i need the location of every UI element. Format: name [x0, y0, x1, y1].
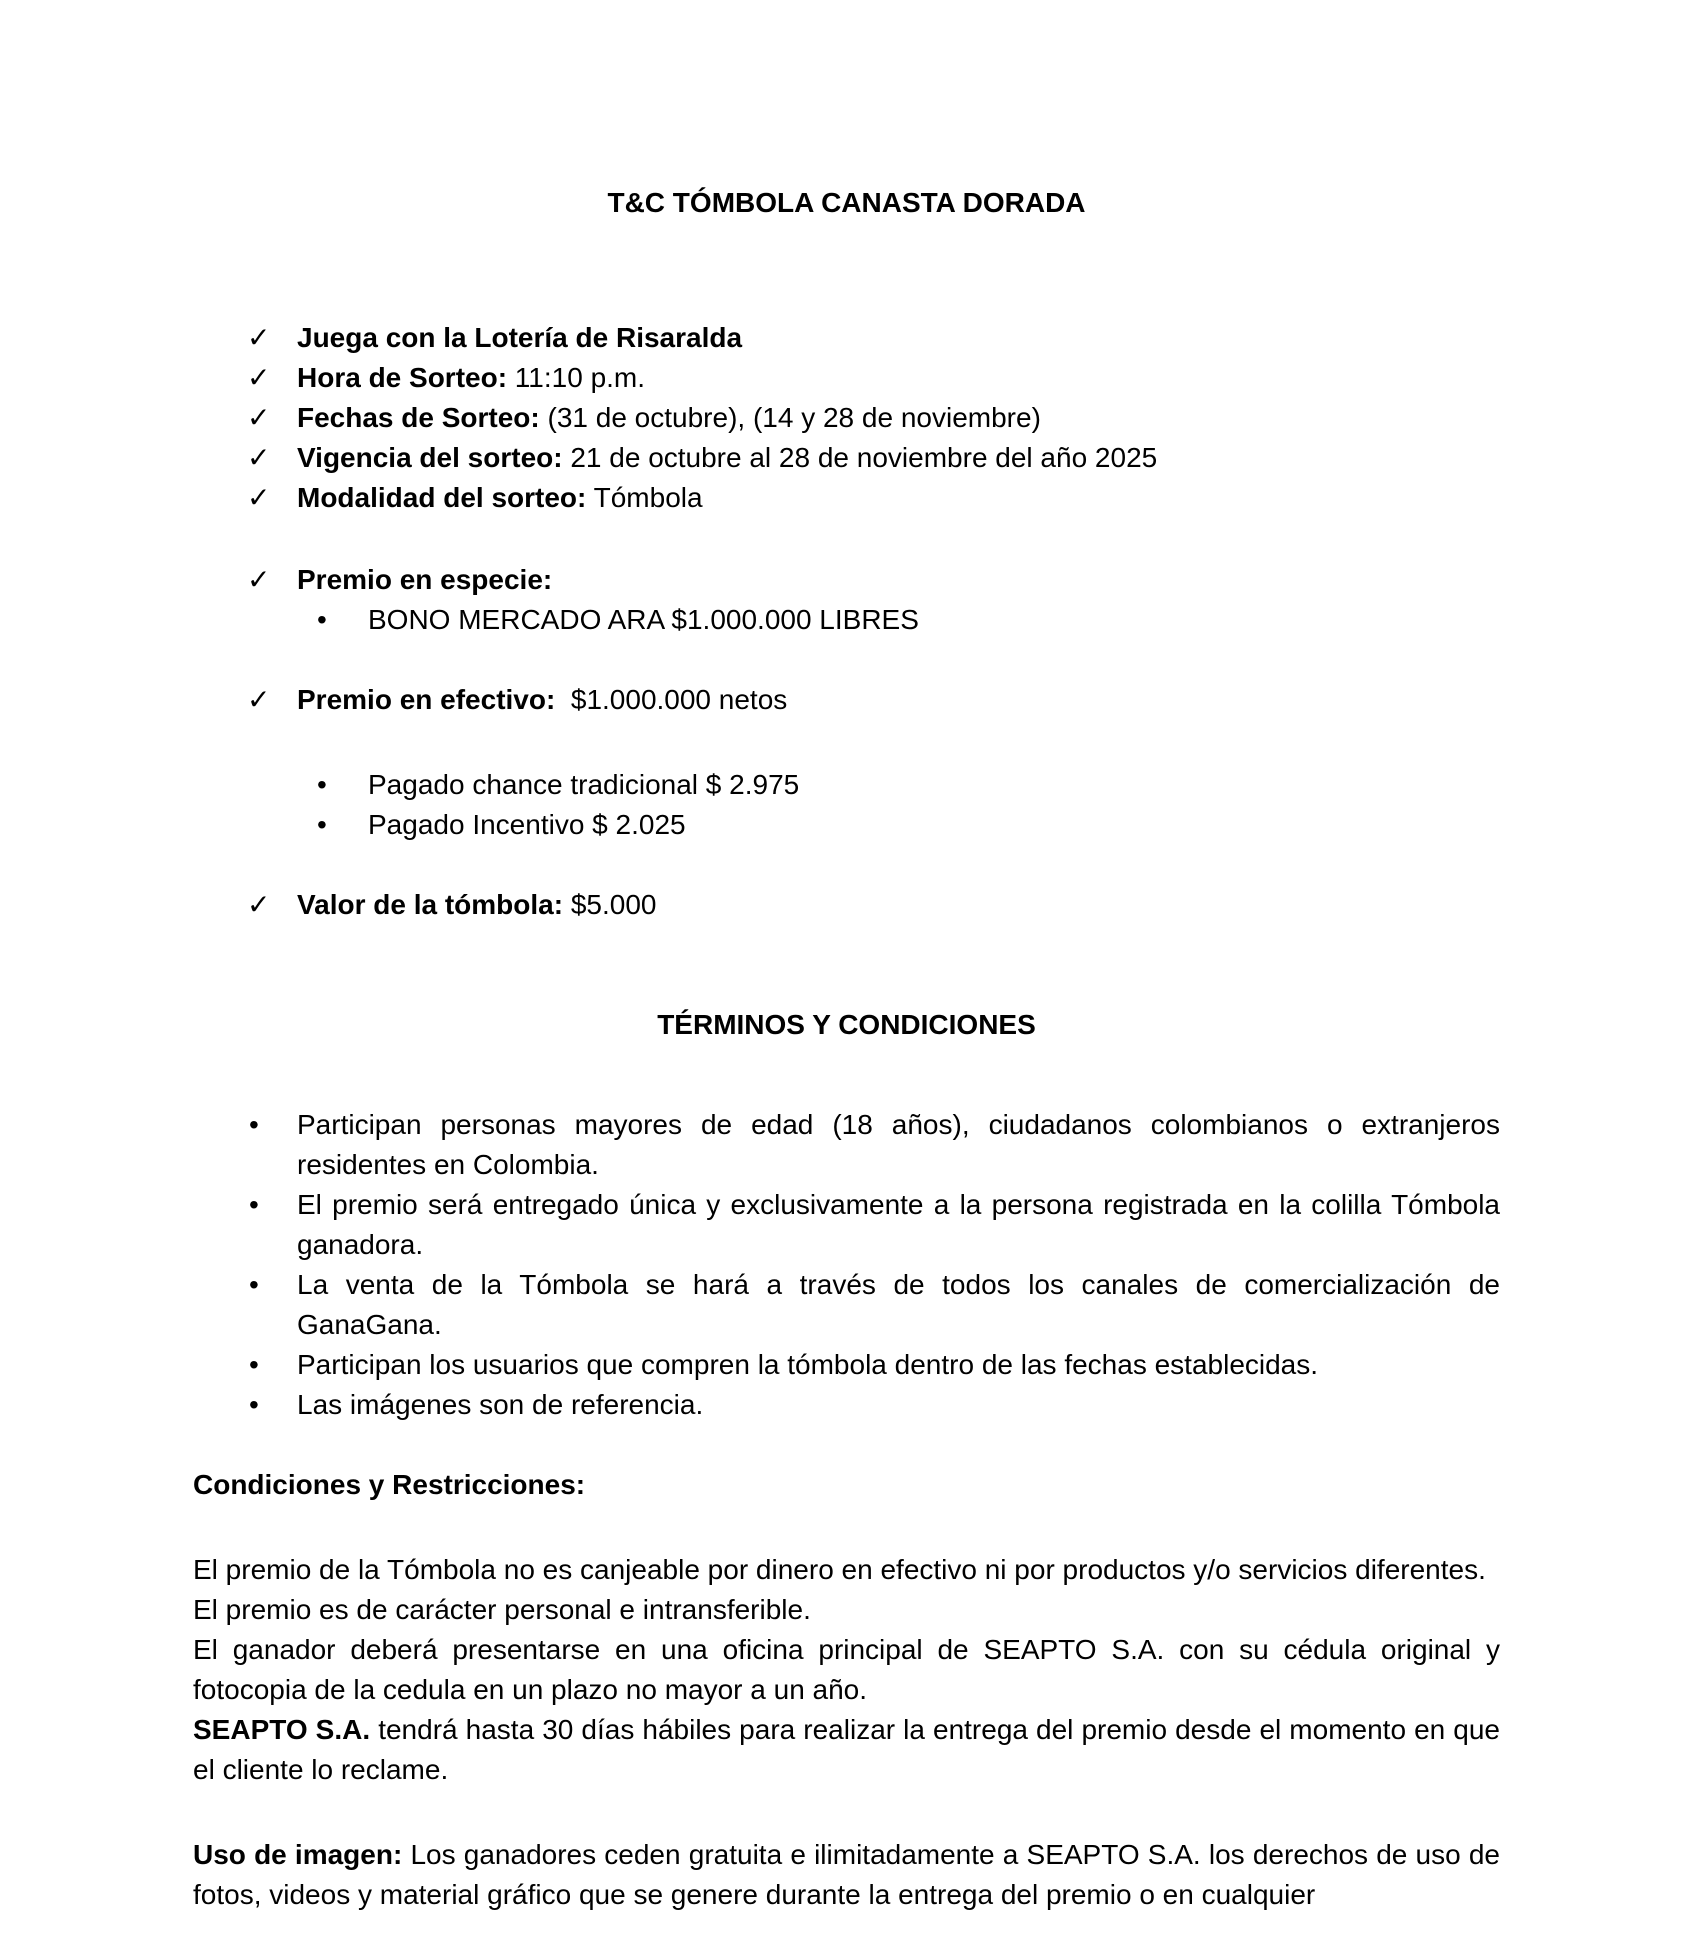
checkmark-icon: ✓ [247, 889, 271, 920]
paragraph-canjeable [193, 1550, 1500, 1590]
checkmark-icon: ✓ [247, 564, 271, 595]
term-item-usuarios [193, 1345, 1500, 1385]
paragraph-seapto [193, 1710, 1500, 1790]
item-label: Modalidad del sorteo: [297, 482, 587, 513]
sorteo-checklist [193, 318, 1500, 518]
item-value: 21 de octubre al 28 de noviembre del año 2025 [562, 442, 1158, 473]
check-item-hora [193, 358, 1500, 398]
paragraph-text: El premio de la Tómbola no es canjeable por dinero en efectivo ni por productos y/o servicios diferentes. [193, 1554, 1486, 1585]
item-label: Hora de Sorteo: [297, 362, 508, 393]
check-item-fechas [193, 398, 1500, 438]
document-title: T&C TÓMBOLA CANASTA DORADA [607, 187, 1086, 218]
checkmark-icon: ✓ [247, 402, 271, 433]
bullet-item-pagado-incentivo [193, 805, 1500, 845]
item-value: 11:10 p.m. [507, 362, 646, 393]
paragraph-personal [193, 1590, 1500, 1630]
term-item-participan [193, 1105, 1500, 1185]
bullet-item-bono [193, 600, 1500, 640]
check-item-premio-efectivo [193, 680, 1500, 720]
condiciones-heading: Condiciones y Restricciones: [193, 1469, 586, 1500]
item-value: (31 de octubre), (14 y 28 de noviembre) [539, 402, 1041, 433]
checkmark-icon: ✓ [247, 362, 271, 393]
check-item-juega [193, 318, 1500, 358]
checkmark-icon: ✓ [247, 482, 271, 513]
item-text: Pagado chance tradicional $ 2.975 [368, 769, 800, 800]
check-item-vigencia [193, 438, 1500, 478]
checkmark-icon: ✓ [247, 442, 271, 473]
item-label: Premio en efectivo: [297, 684, 556, 715]
item-label: Vigencia del sorteo: [297, 442, 563, 473]
check-item-premio-especie [193, 560, 1500, 600]
item-text: Las imágenes son de referencia. [297, 1389, 704, 1420]
item-text: Participan personas mayores de edad (18 años), ciudadanos colombianos o extranjeros residentes en Colombia. [297, 1109, 1500, 1180]
paragraph-text: El ganador deberá presentarse en una oficina principal de SEAPTO S.A. con su cédula original y fotocopia de la cedula en un plazo no mayor a un año. [193, 1634, 1500, 1705]
bullet-icon: • [249, 1269, 259, 1300]
bullet-icon: • [249, 1349, 259, 1380]
bullet-icon: • [249, 1189, 259, 1220]
checkmark-icon: ✓ [247, 684, 271, 715]
paragraph-uso-imagen [193, 1835, 1500, 1915]
item-value: Tómbola [586, 482, 703, 513]
item-text: El premio será entregado única y exclusivamente a la persona registrada en la colilla Tómbola ganadora. [297, 1189, 1500, 1260]
item-text: Participan los usuarios que compren la tómbola dentro de las fechas establecidas. [297, 1349, 1319, 1380]
item-text: BONO MERCADO ARA $1.000.000 LIBRES [368, 604, 919, 635]
check-item-modalidad [193, 478, 1500, 518]
bullet-icon: • [249, 1109, 259, 1140]
bullet-item-pagado-chance [193, 765, 1500, 805]
item-label: Premio en especie: [297, 564, 553, 595]
paragraph-text: El premio es de carácter personal e intransferible. [193, 1594, 811, 1625]
condiciones-paragraphs [193, 1550, 1500, 1790]
item-label: Fechas de Sorteo: [297, 402, 540, 433]
bullet-icon: • [317, 809, 327, 840]
item-text: Pagado Incentivo $ 2.025 [368, 809, 686, 840]
term-item-entrega [193, 1185, 1500, 1265]
bullet-icon: • [249, 1389, 259, 1420]
checkmark-icon: ✓ [247, 322, 271, 353]
item-value: $5.000 [563, 889, 657, 920]
item-label: Valor de la tómbola: [297, 889, 564, 920]
paragraph-ganador [193, 1630, 1500, 1710]
paragraph-text: tendrá hasta 30 días hábiles para realizar la entrega del premio desde el momento en que el cliente lo reclame. [193, 1714, 1500, 1785]
item-label: Juega con la Lotería de Risaralda [297, 322, 743, 353]
term-item-imagenes [193, 1385, 1500, 1425]
paragraph-lead: SEAPTO S.A. [193, 1714, 371, 1745]
item-value: $1.000.000 netos [555, 684, 788, 715]
paragraph-lead: Uso de imagen: [193, 1839, 403, 1870]
bullet-icon: • [317, 769, 327, 800]
pagado-list [193, 765, 1500, 845]
terms-heading: TÉRMINOS Y CONDICIONES [657, 1009, 1036, 1040]
paragraph-text: Los ganadores ceden gratuita e ilimitadamente a SEAPTO S.A. los derechos de uso de fotos, videos y material gráfico que se genere durante la entrega del premio o en cualquier [193, 1839, 1500, 1910]
terms-bullet-list [193, 1105, 1500, 1425]
check-item-valor-tombola [193, 885, 1500, 925]
bullet-icon: • [317, 604, 327, 635]
term-item-venta [193, 1265, 1500, 1345]
item-text: La venta de la Tómbola se hará a través de todos los canales de comercialización de GanaGana. [297, 1269, 1500, 1340]
